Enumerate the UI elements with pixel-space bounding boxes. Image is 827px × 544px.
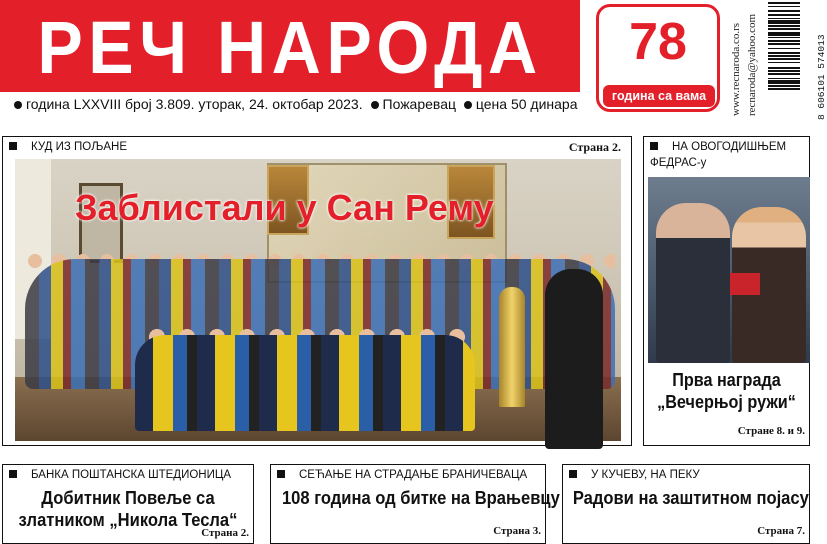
barcode-stripe — [768, 32, 800, 36]
section-square-icon — [9, 470, 17, 478]
bottom-story-2-headline[interactable] — [281, 487, 560, 509]
bottom-story-1-headline-line2: златником „Никола Тесла“ — [18, 510, 238, 530]
main-story-kicker — [9, 141, 127, 153]
bottom-story-1-kicker — [9, 469, 231, 481]
side-story-kicker-line2: ФЕДРАС-у — [650, 157, 707, 169]
anniversary-number: 78 — [629, 13, 687, 71]
barcode-stripe — [768, 85, 800, 87]
barcode-stripe — [768, 88, 800, 89]
section-square-icon — [9, 142, 17, 150]
barcode-stripe — [768, 6, 800, 7]
issue-price: цена 50 динара — [475, 96, 578, 112]
barcode-stripe — [768, 2, 800, 4]
bottom-story-2-kicker — [277, 469, 527, 481]
bottom-story-1-headline[interactable] — [13, 487, 243, 531]
side-story-page-ref: Стране 8. и 9. — [737, 425, 805, 437]
bottom-story-3-kicker — [569, 469, 700, 481]
side-story-photo[interactable] — [648, 177, 810, 363]
barcode-stripe — [768, 40, 800, 41]
barcode-stripe — [768, 78, 800, 79]
bullet-dot-icon — [14, 101, 22, 109]
barcode-stripe — [768, 67, 800, 69]
bottom-story-1-page-ref: Страна 2. — [201, 527, 249, 539]
photo-priest — [545, 269, 603, 449]
barcode-stripe — [768, 70, 800, 71]
bottom-story-2-headline-line1: 108 година од битке на Врањевцу — [281, 488, 560, 508]
main-story-headline[interactable]: Заблистали у Сан Рему — [75, 187, 494, 228]
bottom-story-1-headline-line1: Добитник Повеље са — [41, 488, 215, 508]
barcode-stripe — [768, 37, 800, 38]
bottom-story-2[interactable] — [270, 464, 560, 544]
issue-city: Пожаревац — [382, 96, 456, 112]
section-square-icon — [569, 470, 577, 478]
barcode-stripe — [768, 25, 800, 27]
main-story-page-ref: Страна 2. — [568, 140, 621, 154]
barcode-digits: 8 606101 574013 — [816, 34, 827, 120]
bottom-story-3[interactable] — [562, 464, 810, 544]
barcode-stripe — [768, 28, 800, 29]
masthead-banner — [0, 0, 580, 92]
section-square-icon — [277, 470, 285, 478]
issue-info-line — [14, 96, 578, 112]
bottom-story-1[interactable] — [2, 464, 254, 544]
barcode-stripe — [768, 14, 800, 16]
photo-man — [656, 203, 730, 363]
barcode-stripe — [768, 58, 800, 59]
photo-award-plaque — [730, 273, 760, 295]
main-story-photo[interactable] — [15, 159, 621, 441]
barcode-stripe — [768, 43, 800, 45]
section-square-icon — [650, 142, 658, 150]
barcode-icon — [768, 2, 827, 120]
newspaper-title: РЕЧ НАРОДА — [37, 6, 543, 89]
barcode-stripe — [768, 62, 800, 63]
bottom-story-2-page-ref: Страна 3. — [493, 525, 541, 537]
bullet-dot-icon — [371, 101, 379, 109]
side-story-headline-line2: „Вечерњој ружи“ — [657, 392, 796, 412]
main-story-kicker-text: КУД ИЗ ПОЉАНЕ — [31, 141, 128, 153]
barcode-stripe — [768, 55, 800, 57]
side-story-headline[interactable] — [652, 369, 801, 413]
side-story-kicker-line1: НА ОВОГОДИШЊЕМ — [672, 141, 787, 153]
bottom-story-3-page-ref: Страна 7. — [757, 525, 805, 537]
photo-trophy — [499, 287, 525, 407]
email-link[interactable]: recnaroda@yahoo.com — [746, 13, 758, 116]
barcode-stripe — [768, 48, 800, 49]
barcode-stripe — [768, 10, 800, 11]
website-link[interactable]: www.recnaroda.co.rs — [730, 22, 742, 116]
bottom-story-3-headline[interactable] — [572, 487, 809, 509]
anniversary-badge — [596, 4, 720, 112]
barcode-stripe — [768, 20, 800, 24]
bottom-story-3-kicker-text: У КУЧЕВУ, НА ПЕКУ — [591, 469, 700, 481]
anniversary-caption: година са вама — [603, 85, 715, 107]
bottom-story-3-headline-line1: Радови на заштитном појасу — [572, 488, 809, 508]
bottom-story-1-kicker-text: БАНКА ПОШТАНСКА ШТЕДИОНИЦА — [31, 469, 232, 481]
barcode-stripe — [768, 80, 800, 84]
main-story[interactable] — [2, 136, 632, 446]
barcode-stripe — [768, 73, 800, 75]
side-story-headline-line1: Прва награда — [672, 370, 781, 390]
issue-number-date: година LXXVIII број 3.809. уторак, 24. октобар 2023. — [26, 96, 363, 112]
photo-group-front — [135, 335, 475, 431]
barcode-stripe — [768, 52, 800, 53]
bullet-dot-icon — [464, 101, 472, 109]
bottom-story-2-kicker-text: СЕЋАЊЕ НА СТРАДАЊЕ БРАНИЧЕВАЦА — [299, 469, 528, 481]
side-story[interactable] — [643, 136, 810, 446]
side-story-kicker — [650, 141, 786, 153]
barcode-stripe — [768, 18, 800, 19]
contact-info — [726, 6, 766, 116]
barcode-bars — [768, 2, 800, 120]
